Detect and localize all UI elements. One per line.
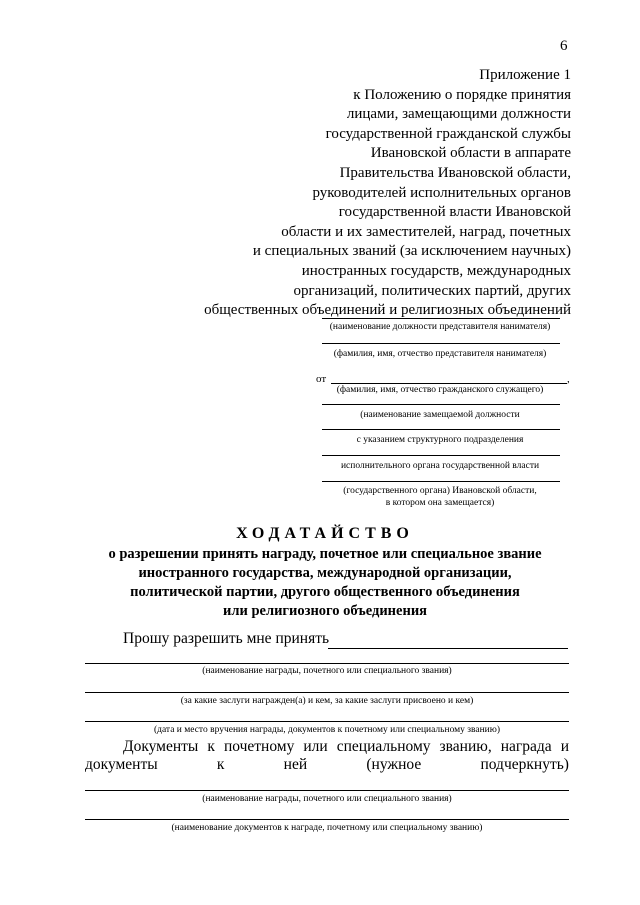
from-label: от [316,373,327,385]
blank-line [85,721,569,722]
title-sub-line: иностранного государства, международной организации, [138,565,512,581]
annex-line: государственной власти Ивановской [338,204,571,221]
title-main: ХОДАТАЙСТВО [236,525,414,542]
blank-line [322,318,560,319]
title-sub-line: или религиозного объединения [222,603,428,619]
annex-line: иностранных государств, международных [301,262,571,279]
blank-line [322,429,560,430]
subdivision-block [310,429,570,446]
caption-subdivision: с указанием структурного подразделения [356,435,524,445]
docs-word: ней [283,756,308,773]
annex-line: руководителей исполнительных органов [312,184,571,201]
comma: , [567,373,570,385]
document-title [60,525,590,621]
annex-line: и специальных званий (за исключением научных) [252,243,571,260]
blank-line [322,455,560,456]
annex-line: организаций, политических партий, других [293,282,571,299]
annex-line: государственной гражданской службы [325,125,571,142]
blank-line [85,663,569,664]
caption-award-date: (дата и место вручения награды, документов к почетному или специальному званию) [153,725,501,735]
annex-header [151,66,571,321]
caption-documents: (наименование документов к награде, почетному или специальному званию) [171,823,483,833]
annex-line: лицами, замещающими должности [346,106,571,123]
state-body-block [310,481,570,509]
blank-line [85,692,569,693]
addressee-block [310,318,570,333]
caption-state-body: (государственного органа) Ивановской области, [343,486,537,496]
annex-line: Приложение 1 [479,67,571,83]
caption-employee-name: (фамилия, имя, отчество гражданского служащего) [336,385,544,395]
caption-merits: (за какие заслуги награжден(а) и кем, за какие заслуги присвоено и кем) [180,696,474,706]
employee-name-caption-block [310,384,570,396]
annex-line: к Положению о порядке принятия [353,86,571,103]
documents-line-2 [85,756,569,774]
caption-executive-body: исполнительного органа государственной власти [340,461,540,471]
blank-line [322,404,560,405]
executive-body-block [310,455,570,472]
documents-line-1: Документы к почетному или специальному званию, награда и [123,738,569,755]
position-block [310,404,570,421]
title-sub-line: политической партии, другого общественного объединения [130,584,520,600]
request-text: Прошу разрешить мне принять [123,630,330,647]
caption-award-name-2: (наименование награды, почетного или специального звания) [202,794,452,804]
blank-line [322,481,560,482]
docs-word: (нужное [366,756,422,773]
caption-representative-position: (наименование должности представителя нанимателя) [329,322,551,332]
blank-line [322,343,560,344]
blank-line [85,790,569,791]
caption-position: (наименование замещаемой должности [360,410,520,420]
docs-word: документы [85,756,158,773]
caption-representative-name: (фамилия, имя, отчество представителя нанимателя) [333,349,547,359]
annex-line: области и их заместителей, наград, почетных [281,223,571,240]
annex-line: общественных объединений и религиозных объединений [204,302,571,319]
caption-award-name: (наименование награды, почетного или специального звания) [202,666,452,676]
addressee-name-block [310,343,570,360]
annex-line: Правительства Ивановской области, [339,164,571,181]
docs-word: к [216,756,225,773]
docs-word: подчеркнуть) [480,756,569,773]
blank-line [85,819,569,820]
page-number: 6 [560,38,568,54]
annex-line: Ивановской области в аппарате [370,145,571,162]
title-sub-line: о разрешении принять награду, почетное или специальное звание [108,546,542,562]
caption-state-body-cont: в котором она замещается) [385,498,495,508]
award-name-input-line [328,648,568,649]
